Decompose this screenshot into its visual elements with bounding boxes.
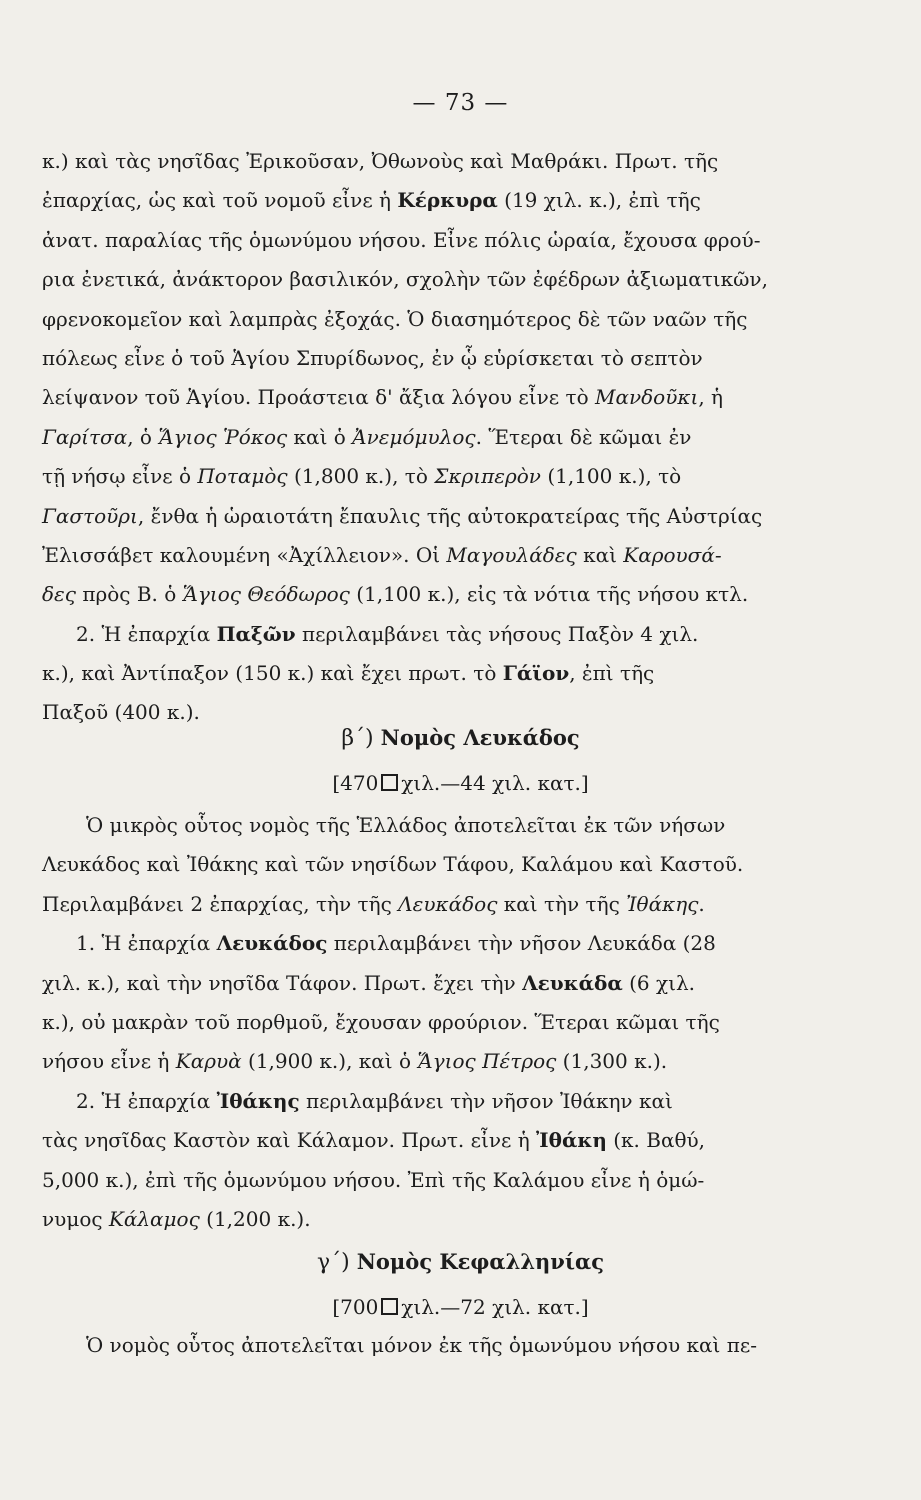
text-line: κ.) καὶ τὰς νησῖδας Ἐρικοῦσαν, Ὀθωνοὺς καὶ Μαθράκι. Πρωτ. τῆς	[42, 149, 719, 173]
bold-place-name: Ἰθάκης	[216, 1088, 300, 1113]
text-line: 1. Ἡ ἐπαρχία Λευκάδος περιλαμβάνει τὴν νῆσον Λευκάδα (28	[76, 931, 716, 956]
italic-place-name: Γαστοῦρι	[42, 503, 138, 528]
text-line: δες πρὸς Β. ὁ Ἅγιος Θεόδωρος (1,100 κ.), εἰς τὰ νότια τῆς νήσου κτλ.	[42, 582, 749, 607]
italic-place-name: Κάλαμος	[108, 1206, 200, 1231]
area-note-lefkada: [470 χιλ.—44 χιλ. κατ.]	[332, 771, 589, 795]
text-line: Ὁ νομὸς οὗτος ἀποτελεῖται μόνον ἐκ τῆς ὁμωνύμου νήσου καὶ πε-	[86, 1333, 757, 1357]
italic-place-name: Ἅγιος Ῥόκος	[158, 424, 288, 449]
area-note-kefallinia: [700 χιλ.—72 χιλ. κατ.]	[332, 1295, 589, 1319]
italic-place-name: Καρυὰ	[175, 1049, 242, 1074]
text-line: 5,000 κ.), ἐπὶ τῆς ὁμωνύμου νήσου. Ἐπὶ τῆς Καλάμου εἶνε ἡ ὁμώ-	[42, 1167, 705, 1192]
paragraph-kerkyra	[0, 142, 921, 733]
section-heading-lefkada: β΄) Νομὸς Λευκάδος	[341, 725, 580, 751]
italic-place-name: Ποταμὸς	[197, 464, 288, 489]
text-line: 2. Ἡ ἐπαρχία Ἰθάκης περιλαμβάνει τὴν νῆσον Ἰθάκην καὶ	[76, 1088, 673, 1113]
bold-place-name: Λευκάδα	[522, 970, 623, 995]
text-line: τὰς νησῖδας Καστὸν καὶ Κάλαμον. Πρωτ. εἶνε ἡ Ἰθάκη (κ. Βαθύ,	[42, 1128, 706, 1153]
text-line: κ.), οὐ μακρὰν τοῦ πορθμοῦ, ἔχουσαν φρούριον. Ἕτεραι κῶμαι τῆς	[42, 1009, 720, 1034]
text-line: ἀνατ. παραλίας τῆς ὁμωνύμου νήσου. Εἶνε πόλις ὡραία, ἔχουσα φρού-	[42, 227, 761, 252]
italic-place-name: Καρουσά-	[623, 542, 722, 567]
square-unit-icon	[381, 1298, 398, 1315]
italic-place-name: Λευκάδος	[398, 891, 498, 916]
text-line: Ἐλισσάβετ καλουμένη «Ἀχίλλειον». Οἱ Μαγουλάδες καὶ Καρουσά-	[42, 542, 722, 567]
text-line: νήσου εἶνε ἡ Καρυὰ (1,900 κ.), καὶ ὁ Ἅγιος Πέτρος (1,300 κ.).	[42, 1049, 668, 1074]
text-line: Λευκάδος καὶ Ἰθάκης καὶ τῶν νησίδων Τάφου, Καλάμου καὶ Καστοῦ.	[42, 852, 744, 877]
text-line: Γαρίτσα, ὁ Ἅγιος Ῥόκος καὶ ὁ Ἀνεμόμυλος. Ἕτεραι δὲ κῶμαι ἐν	[42, 424, 692, 449]
bold-place-name: Γάϊον	[502, 661, 570, 686]
italic-place-name: δες	[42, 582, 76, 607]
bold-place-name: Λευκάδος	[216, 931, 328, 956]
text-line: 2. Ἡ ἐπαρχία Παξῶν περιλαμβάνει τὰς νήσους Παξὸν 4 χιλ.	[76, 621, 699, 646]
text-line: Περιλαμβάνει 2 ἐπαρχίας, τὴν τῆς Λευκάδος καὶ τὴν τῆς Ἰθάκης.	[42, 891, 705, 916]
italic-place-name: Μανδοῦκι	[594, 385, 699, 410]
italic-place-name: Ἅγιος Πέτρος	[417, 1049, 557, 1074]
italic-place-name: Σκριπερὸν	[434, 464, 541, 489]
bold-place-name: Παξῶν	[216, 621, 296, 646]
italic-place-name: Μαγουλάδες	[446, 542, 577, 567]
text-line: πόλεως εἶνε ὁ τοῦ Ἁγίου Σπυρίδωνος, ἐν ᾧ εὑρίσκεται τὸ σεπτὸν	[42, 345, 703, 370]
paragraph-lefkada	[0, 806, 921, 1239]
bold-place-name: Ἰθάκη	[536, 1128, 607, 1153]
text-line: λείψανον τοῦ Ἁγίου. Προάστεια δ' ἄξια λόγου εἶνε τὸ Μανδοῦκι, ἡ	[42, 385, 724, 410]
italic-place-name: Γαρίτσα	[42, 424, 128, 449]
bold-place-name: Κέρκυρα	[397, 188, 498, 213]
square-unit-icon	[381, 774, 398, 791]
text-line: ρια ἐνετικά, ἀνάκτορον βασιλικόν, σχολὴν τῶν ἐφέδρων ἀξιωματικῶν,	[42, 267, 768, 292]
italic-place-name: Ἅγιος Θεόδωρος	[182, 582, 350, 607]
italic-place-name: Ἀνεμόμυλος	[352, 424, 476, 449]
text-line: κ.), καὶ Ἀντίπαξον (150 κ.) καὶ ἔχει πρωτ. τὸ Γάϊον, ἐπὶ τῆς	[42, 661, 655, 686]
section-heading-kefallinia: γ΄) Νομὸς Κεφαλληνίας	[317, 1249, 604, 1275]
text-line: τῇ νήσῳ εἶνε ὁ Ποταμὸς (1,800 κ.), τὸ Σκριπερὸν (1,100 κ.), τὸ	[42, 464, 682, 489]
text-line: φρενοκομεῖον καὶ λαμπρὰς ἐξοχάς. Ὁ διασημότερος δὲ τῶν ναῶν τῆς	[42, 306, 748, 331]
page-number: — 73 —	[412, 90, 509, 116]
text-line: ἐπαρχίας, ὡς καὶ τοῦ νομοῦ εἶνε ἡ Κέρκυρα (19 χιλ. κ.), ἐπὶ τῆς	[42, 188, 701, 213]
italic-place-name: Ἰθάκης	[626, 891, 699, 916]
text-line: Ὁ μικρὸς οὗτος νομὸς τῆς Ἑλλάδος ἀποτελεῖται ἐκ τῶν νήσων	[86, 813, 726, 837]
text-line: Παξοῦ (400 κ.).	[42, 700, 200, 725]
paragraph-kefallinia	[0, 1326, 921, 1365]
text-line: χιλ. κ.), καὶ τὴν νησῖδα Τάφον. Πρωτ. ἔχει τὴν Λευκάδα (6 χιλ.	[42, 970, 695, 995]
text-line: νυμος Κάλαμος (1,200 κ.).	[42, 1206, 311, 1231]
text-line: Γαστοῦρι, ἔνθα ἡ ὡραιοτάτη ἔπαυλις τῆς αὐτοκρατείρας τῆς Αὐστρίας	[42, 503, 763, 528]
